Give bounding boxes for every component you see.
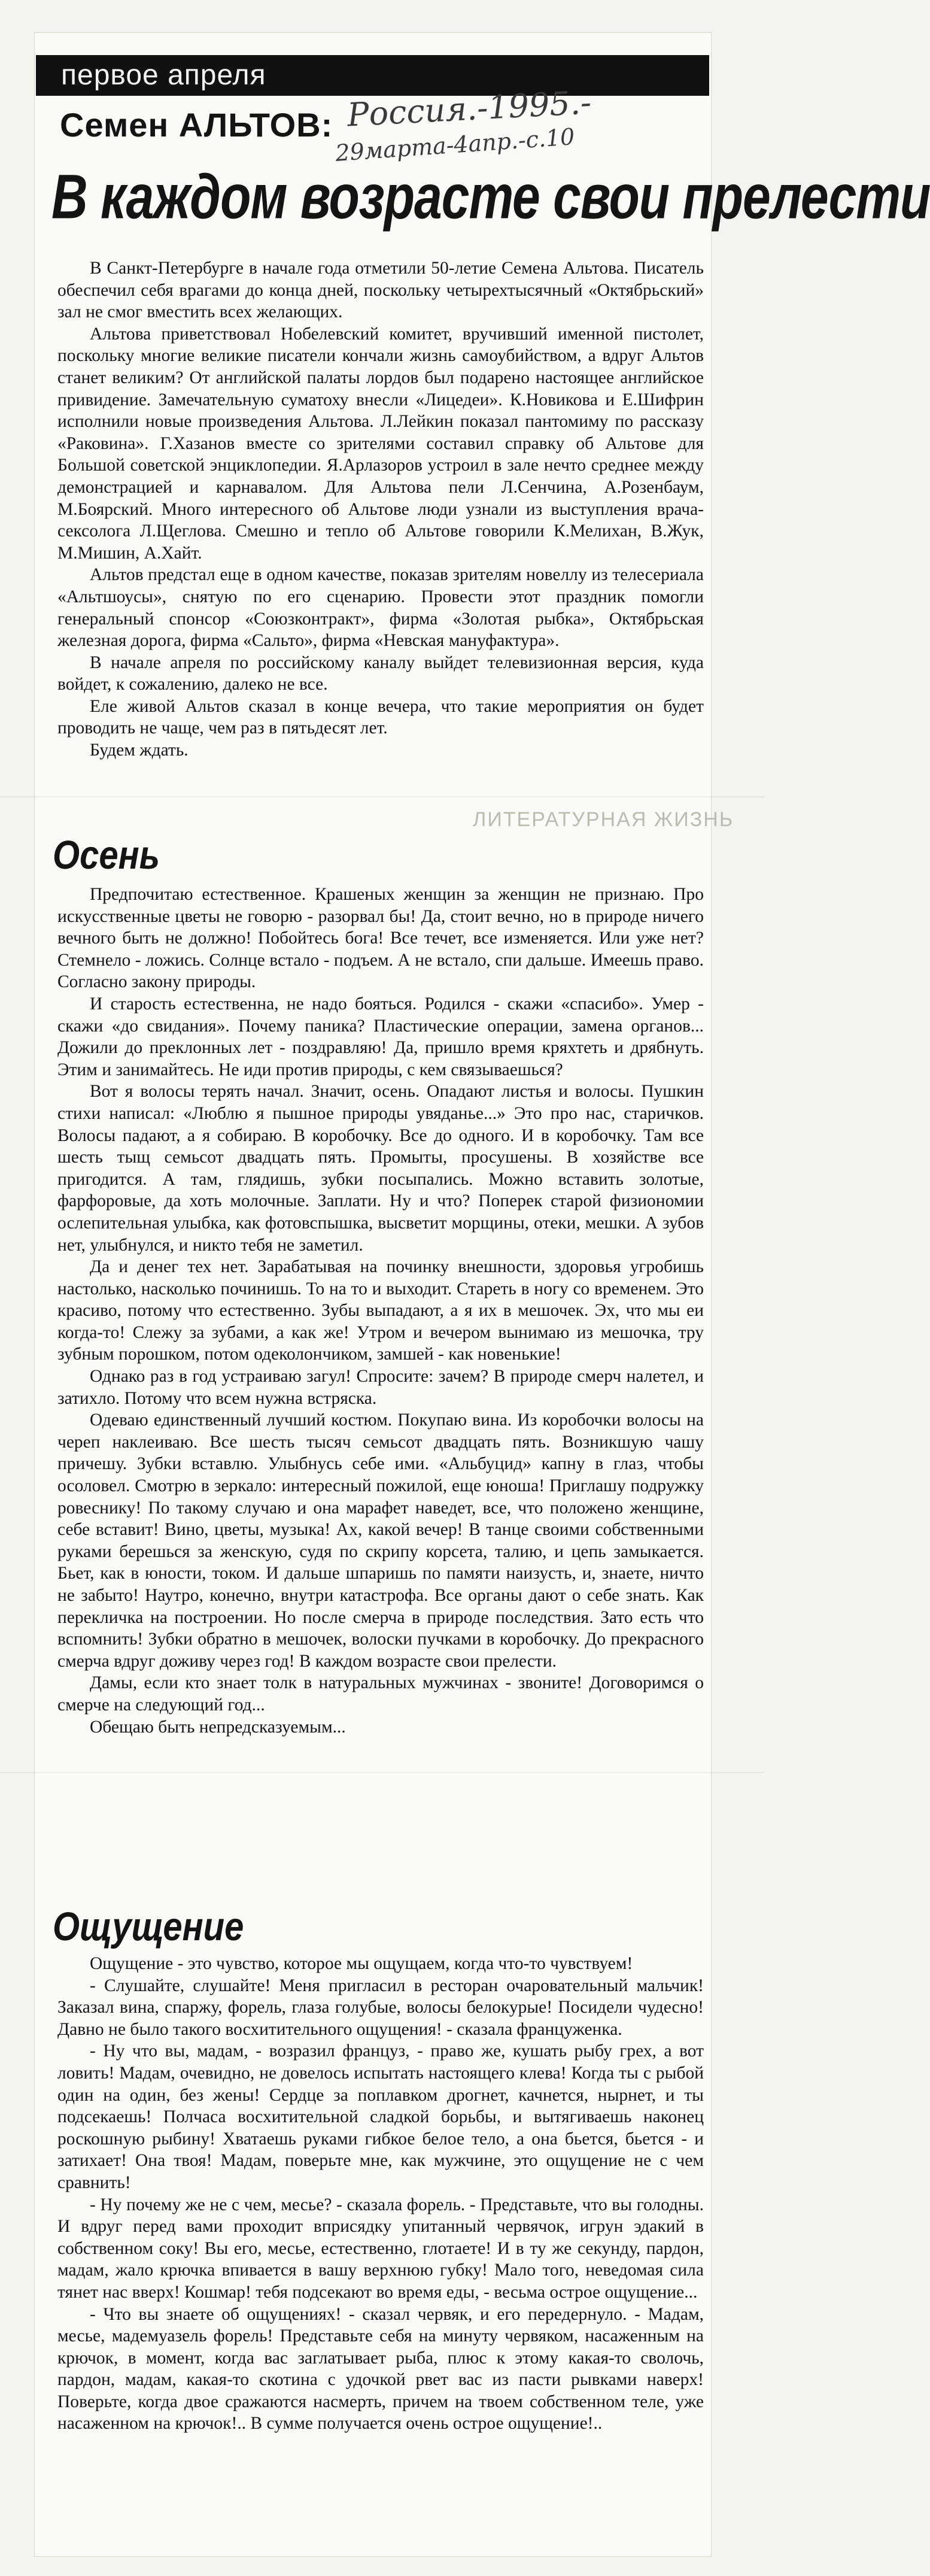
paragraph: Альтова приветствовал Нобелевский комитет, вручивший именной пистолет, поскольку многие великие писатели кончали жизнь самоубийством, а вдруг Альтов станет великим? От английской палаты лордов был подарено настоящее английское привидение. Замечательную суматоху внесли «Лицедеи». К.Новикова и Е.Шифрин исполнили новые произведения Альтова. Л.Лейкин показал пантомиму по рассказу «Раковина». Г.Хазанов вместе со зрителями составил справку об Альтове для Большой советской энциклопедии. Я.Арлазоров устроил в зале нечто среднее между демонстрацией и карнавалом. Для Альтова пели Л.Сенчина, А.Розенбаум, М.Боярский. Много интересного об Альтове люди узнали из выступления врача-сексолога Л.Щеглова. Смешно и тепло об Альтове говорили К.Мелихан, В.Жук, М.Мишин, А.Хайт. bbox=[57, 324, 704, 563]
paragraph: - Слушайте, слушайте! Меня пригласил в ресторан очаровательный мальчик! Заказал вина, спаржу, форель, глаза голубые, волосы белокурые! Посидели чудесно! Давно не было такого восхитительного ощущения! - сказала француженка. bbox=[57, 1976, 704, 2039]
intro-text bbox=[57, 257, 704, 761]
paragraph: Будем ждать. bbox=[90, 741, 189, 760]
bleed-through-text: ЛИТЕРАТУРНАЯ ЖИЗНЬ bbox=[473, 808, 734, 831]
paragraph: Ощущение - это чувство, которое мы ощущаем, когда что-то чувствуем! bbox=[90, 1954, 633, 1973]
paragraph: В Санкт-Петербурге в начале года отметили 50-летие Семена Альтова. Писатель обеспечил себя врагами до конца дней, поскольку четырехтысячный «Октябрьский» зал не смог вместить всех желающих. bbox=[57, 259, 704, 322]
section-autumn-text bbox=[57, 884, 704, 1738]
paragraph: Обещаю быть непредсказуемым... bbox=[90, 1717, 346, 1737]
handwritten-note-line: 29марта-4апр.-с.10 bbox=[334, 123, 576, 166]
paragraph: - Что вы знаете об ощущениях! - сказал червяк, и его передернуло. - Мадам, месье, мадемуазель форель! Представьте себя на минуту червяком, насаженным на крючок, в момент, когда вас заглатывает рыба, плюс к этому какая-то сволочь, пардон, мадам, какая-то скотина с удочкой рвет вас из пасти рывками наверх! Поверьте, когда двое сражаются насмерть, причем на твоем собственном теле, уже насаженном на крючок!.. В сумме получается очень острое ощущение!.. bbox=[57, 2304, 704, 2434]
paragraph: И старость естественна, не надо бояться. Родился - скажи «спасибо». Умер - скажи «до свидания». Почему паника? Пластические операции, замена органов... Дожили до преклонных лет - поздравляю! Да, пришло время кряхтеть и дрябнуть. Этим и занимайтесь. Не иди против природы, с кем связываешься? bbox=[57, 994, 704, 1079]
paragraph: - Ну почему же не с чем, месье? - сказала форель. - Представьте, что вы голодны. И вдруг перед вами проходит вприсядку упитанный червячок, игрун эдакий в собственном соку! Вы его, месье, естественно, глотаете! И в ту же секунду, пардон, мадам, жало крючка впивается в вашу верхнюю губку! Мало того, неведомая сила тянет нас вверх! Кошмар! тебя подсекают во время еды, - весьма острое ощущение... bbox=[57, 2195, 704, 2302]
paragraph: В начале апреля по российскому каналу выйдет телевизионная версия, куда войдет, к сожалению, далеко не все. bbox=[57, 653, 704, 694]
handwritten-source-note bbox=[334, 83, 718, 166]
paragraph: Однако раз в год устраиваю загул! Спросите: зачем? В природе смерч налетел, и затихло. Потому что всем нужна встряска. bbox=[57, 1367, 704, 1408]
paragraph: Да и денег тех нет. Зарабатывая на починку внешности, здоровья угробишь настолько, насколько починишь. То на то и выходит. Стареть в ногу со временем. Это красиво, потому что естественно. Зубы выпадают, а я их в мешочек. Эх, что мы еи когда-то! Слежу за зубами, а как же! Утром и вечером вынимаю из мешочка, тру зубным порошком, потом одеколончиком, замшей - как новенькие! bbox=[57, 1257, 704, 1364]
paragraph: Вот я волосы терять начал. Значит, осень. Опадают листья и волосы. Пушкин стихи написал: «Люблю я пышное природы увяданье...» Это про нас, старичков. Волосы падают, а я собираю. В коробочку. Все до одного. И в коробочку. Там все шесть тыщ семьсот двадцать пять. Промыты, просушены. В хозяйстве все пригодится. А там, глядишь, зубки посыпались. Можно вставить золотые, фарфоровые, да хоть молочные. Заплати. Ну и что? Поперек старой физиономии ослепительная улыбка, как фотовспышка, высветит морщины, отеки, мешки. А зубов нет, улыбнулся, и никто тебя не заметил. bbox=[57, 1082, 704, 1255]
page-fold bbox=[0, 796, 765, 797]
paragraph: Альтов предстал еще в одном качестве, показав зрителям новеллу из телесериала «Альтшоусы», снятую по его сценарию. Провести этот праздник помогли генеральный спонсор «Союзконтракт», фирма «Золотая рыбка», Октябрьская железная дорога, фирма «Сальто», фирма «Невская мануфактура». bbox=[57, 565, 704, 651]
rubric-bar: первое апреля bbox=[36, 55, 709, 96]
page-fold bbox=[0, 1772, 765, 1773]
section-heading-sensation: Ощущение bbox=[53, 1904, 244, 1949]
section-heading-autumn: Осень bbox=[53, 833, 160, 878]
author-name: Семен АЛЬТОВ: bbox=[60, 106, 333, 144]
article-title: В каждом возрасте свои прелести bbox=[51, 161, 930, 232]
handwritten-note-line: Россия.-1995.- bbox=[346, 83, 592, 134]
paragraph: Дамы, если кто знает толк в натуральных мужчинах - звоните! Договоримся о смерче на следующий год... bbox=[57, 1673, 704, 1715]
section-sensation-text bbox=[57, 1953, 704, 2435]
paragraph: Еле живой Альтов сказал в конце вечера, что такие мероприятия он будет проводить не чаще, чем раз в пятьдесят лет. bbox=[57, 696, 704, 738]
paragraph: - Ну что вы, мадам, - возразил француз, - право же, кушать рыбу грех, а вот ловить! Мадам, очевидно, не довелось испытать настоящего клева! Когда ты с рыбой один на один, без жены! Сердце за поплавком дрогнет, качнется, нырнет, и ты подсекаешь! Полчаса восхитительной сладкой борьбы, и вытягиваешь наконец роскошную рыбину! Хватаешь руками гибкое белое тело, а она бьется, бьется - и затихает! Она твоя! Мадам, поверьте мне, как мужчине, это ощущение не с чем сравнить! bbox=[57, 2041, 704, 2192]
paragraph: Одеваю единственный лучший костюм. Покупаю вина. Из коробочки волосы на череп наклеиваю. Все шесть тысяч семьсот двадцать пять. Возникшую чашу причешу. Зубки вставлю. Улыбнусь себе ими. «Альбуцид» капну в глаз, чтобы осоловел. Смотрю в зеркало: интересный пожилой, еще юноша! Приглашу подружку ровеснику! По такому случаю и она марафет наведет, все, что положено женщине, себе вставит! Вино, цветы, музыка! Ах, какой вечер! В танце своими собственными руками берешься за женскую, судя по скрипу корсета, талию, и цепь замыкается. Бьет, как в юности, током. И дальше шпаришь по памяти наизусть, и, знаете, ничто не забыто! Наутро, конечно, внутри катастрофа. Все органы дают о себе знать. Как перекличка на построении. Но после смерча в природе последствия. Зато есть что вспомнить! Зубки обратно в мешочек, волоски пучками в коробочку. До прекрасного смерча вдруг доживу через год! В каждом возрасте свои прелести. bbox=[57, 1410, 704, 1671]
paragraph: Предпочитаю естественное. Крашеных женщин за женщин не признаю. Про искусственные цветы не говорю - разорвал бы! Да, стоит вечно, но в природе ничего вечного быть не должно! Побойтесь бога! Все течет, все изменяется. Или уже нет? Стемнело - ложись. Солнце встало - подъем. А не встало, спи дальше. Имеешь право. Согласно закону природы. bbox=[57, 885, 704, 992]
